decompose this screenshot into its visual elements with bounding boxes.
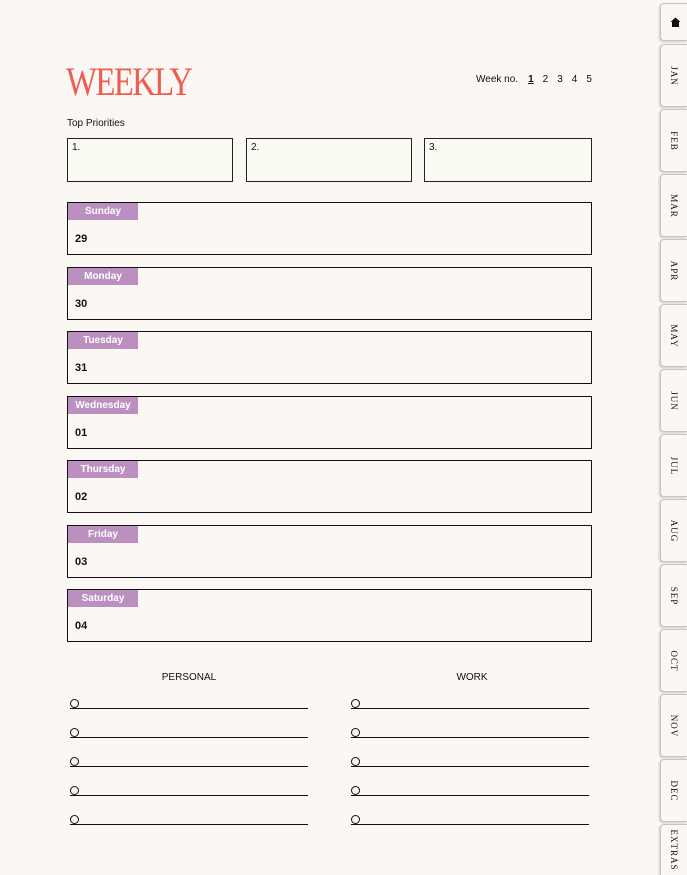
day-name: Wednesday — [68, 397, 138, 414]
tab-jun[interactable]: JUN — [660, 369, 687, 432]
checkbox-circle[interactable] — [351, 786, 360, 795]
checkbox-circle[interactable] — [351, 728, 360, 737]
day-row-monday[interactable] — [67, 267, 592, 320]
week-number-5[interactable]: 5 — [586, 74, 592, 85]
day-name: Tuesday — [68, 332, 138, 349]
week-number-2[interactable]: 2 — [542, 74, 549, 85]
day-date: 01 — [75, 427, 88, 439]
week-number-3[interactable]: 3 — [557, 74, 563, 85]
tab-feb[interactable]: FEB — [660, 109, 687, 172]
tab-nov[interactable]: NOV — [660, 694, 687, 757]
priority-box-1[interactable]: 1. — [67, 138, 233, 182]
checkbox-circle[interactable] — [351, 815, 360, 824]
tab-extras[interactable]: EXTRAS — [660, 824, 687, 875]
work-todo-item[interactable] — [351, 815, 589, 827]
checkbox-circle[interactable] — [70, 757, 79, 766]
personal-todo-item[interactable] — [70, 786, 308, 798]
personal-todo-item[interactable] — [70, 757, 308, 769]
tab-sep[interactable]: SEP — [660, 564, 687, 627]
work-list-heading: WORK — [456, 672, 488, 683]
work-todo-item[interactable] — [351, 699, 589, 711]
checkbox-circle[interactable] — [70, 815, 79, 824]
personal-todo-item[interactable] — [70, 728, 308, 740]
day-date: 04 — [75, 620, 88, 632]
checkbox-circle[interactable] — [70, 728, 79, 737]
week-number-1[interactable]: 1 — [528, 74, 534, 85]
tab-oct[interactable]: OCT — [660, 629, 687, 692]
priority-box-3[interactable]: 3. — [424, 138, 592, 182]
work-todo-item[interactable] — [351, 757, 589, 769]
day-row-wednesday[interactable] — [67, 396, 592, 449]
week-number-selector — [476, 74, 601, 85]
day-row-tuesday[interactable] — [67, 331, 592, 384]
tab-may[interactable]: MAY — [660, 304, 687, 367]
checkbox-circle[interactable] — [351, 757, 360, 766]
work-todo-item[interactable] — [351, 728, 589, 740]
priority-box-2[interactable]: 2. — [246, 138, 412, 182]
day-date: 02 — [75, 491, 88, 503]
home-icon — [670, 17, 681, 28]
day-date: 31 — [75, 362, 88, 374]
checkbox-circle[interactable] — [70, 786, 79, 795]
month-tabs — [659, 0, 687, 875]
day-date: 30 — [75, 298, 88, 310]
day-name: Saturday — [68, 590, 138, 607]
checkbox-circle[interactable] — [70, 699, 79, 708]
day-row-saturday[interactable] — [67, 589, 592, 642]
tab-dec[interactable]: DEC — [660, 759, 687, 822]
day-row-thursday[interactable] — [67, 460, 592, 513]
week-number-4[interactable]: 4 — [571, 74, 578, 85]
tab-mar[interactable]: MAR — [660, 174, 687, 237]
tab-home[interactable] — [660, 3, 687, 41]
day-date: 29 — [75, 233, 88, 245]
day-date: 03 — [75, 556, 88, 568]
day-name: Friday — [68, 526, 138, 543]
checkbox-circle[interactable] — [351, 699, 360, 708]
week-number-label: Week no. — [476, 74, 519, 85]
personal-todo-item[interactable] — [70, 699, 308, 711]
day-row-friday[interactable] — [67, 525, 592, 578]
tab-aug[interactable]: AUG — [660, 499, 687, 562]
day-name: Monday — [68, 268, 138, 285]
tab-jul[interactable]: JUL — [660, 434, 687, 497]
day-name: Sunday — [68, 203, 138, 220]
day-name: Thursday — [68, 461, 138, 478]
top-priorities-label: Top Priorities — [67, 118, 125, 129]
work-todo-item[interactable] — [351, 786, 589, 798]
tab-apr[interactable]: APR — [660, 239, 687, 302]
tab-jan[interactable]: JAN — [660, 44, 687, 107]
personal-list-heading: PERSONAL — [161, 672, 217, 683]
day-row-sunday[interactable] — [67, 202, 592, 255]
personal-todo-item[interactable] — [70, 815, 308, 827]
page-title: WEEKLY — [66, 59, 192, 104]
